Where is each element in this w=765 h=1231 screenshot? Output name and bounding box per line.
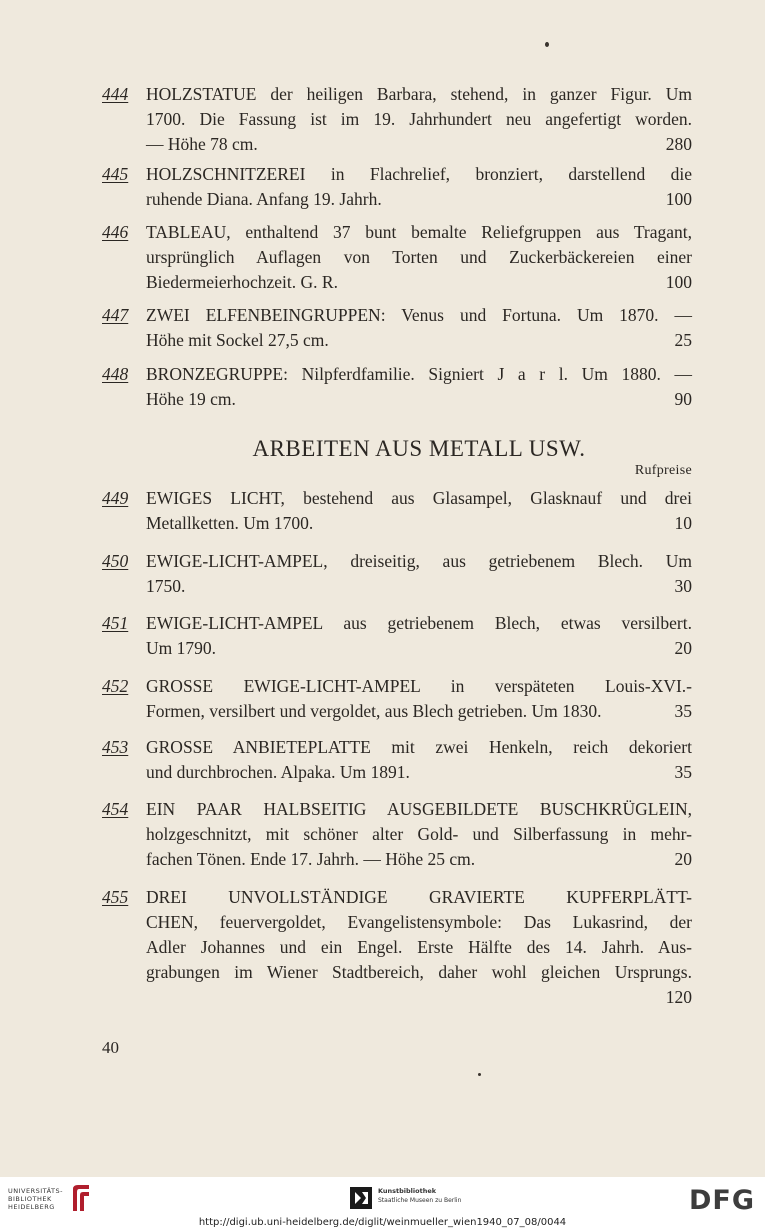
entry-line: Um 1790. <box>146 638 216 658</box>
reserve-price: 100 <box>665 272 692 292</box>
entry-line: GROSSE EWIGE-LICHT-AMPEL in verspäteten Louis-XVI.- <box>146 676 692 696</box>
reserve-price: 25 <box>674 330 692 350</box>
kunstbibliothek-sub: Staatliche Museen zu Berlin <box>378 1197 462 1204</box>
ink-speck <box>478 1073 481 1076</box>
entry-line: ZWEI ELFENBEINGRUPPEN: Venus und Fortuna. Um 1870. — <box>146 305 692 325</box>
lot-number: 445 <box>102 164 129 184</box>
entry-line: ursprünglich Auflagen von Torten und Zuckerbäckereien einer <box>146 247 692 267</box>
entry-line: grabungen im Wiener Stadtbereich, daher wohl gleichen Ursprungs. <box>146 962 692 982</box>
lot-number: 452 <box>102 676 129 696</box>
lot-number: 444 <box>102 84 129 104</box>
university-library-label <box>8 1187 63 1211</box>
reserve-price: 35 <box>674 701 692 721</box>
lot-number: 446 <box>102 222 129 242</box>
entry-line: EWIGE-LICHT-AMPEL, dreiseitig, aus getriebenem Blech. Um <box>146 551 692 571</box>
lot-number: 447 <box>102 305 129 325</box>
lot-number: 453 <box>102 737 129 757</box>
entry-line: DREI UNVOLLSTÄNDIGE GRAVIERTE KUPFERPLÄTT- <box>146 887 692 907</box>
lot-number: 455 <box>102 887 129 907</box>
entry-line: fachen Tönen. Ende 17. Jahrh. — Höhe 25 cm. <box>146 849 476 869</box>
university-line-2: BIBLIOTHEK <box>8 1195 52 1203</box>
footer-bar <box>0 1177 765 1231</box>
entry-line: GROSSE ANBIETEPLATTE mit zwei Henkeln, reich dekoriert <box>146 737 692 757</box>
entry-line: ruhende Diana. Anfang 19. Jahrh. <box>146 189 382 209</box>
kunstbibliothek-logo-icon <box>350 1187 372 1209</box>
ink-speck <box>545 42 549 47</box>
university-line-1: UNIVERSITÄTS- <box>8 1187 63 1195</box>
lot-number: 449 <box>102 488 129 508</box>
entry-line: TABLEAU, enthaltend 37 bunt bemalte Reliefgruppen aus Tragant, <box>146 222 692 242</box>
entry-line: Höhe mit Sockel 27,5 cm. <box>146 330 329 350</box>
entry-line: Formen, versilbert und vergoldet, aus Blech getrieben. Um 1830. <box>146 701 602 721</box>
entry-line: Metallketten. Um 1700. <box>146 513 314 533</box>
dfg-logo: DFG <box>688 1185 755 1216</box>
entry-line: EWIGES LICHT, bestehend aus Glasampel, Glasknauf und drei <box>146 488 692 508</box>
entry-line: CHEN, feuervergoldet, Evangelistensymbole: Das Lukasrind, der <box>146 912 692 932</box>
price-header: Rufpreise <box>634 463 692 478</box>
university-logo-icon <box>70 1183 92 1213</box>
reserve-price: 20 <box>674 638 692 658</box>
university-line-3: HEIDELBERG <box>8 1203 55 1211</box>
entry-line: — Höhe 78 cm. <box>146 134 258 154</box>
lot-number: 454 <box>102 799 129 819</box>
section-title: ARBEITEN AUS METALL USW. <box>252 436 586 461</box>
reserve-price: 35 <box>674 762 692 782</box>
entry-line: HOLZSCHNITZEREI in Flachrelief, bronziert, darstellend die <box>146 164 692 184</box>
lot-number: 448 <box>102 364 129 384</box>
entry-line: holzgeschnitzt, mit schöner alter Gold- und Silberfassung in mehr- <box>146 824 692 844</box>
reserve-price: 280 <box>665 134 692 154</box>
page-number: 40 <box>102 1038 119 1057</box>
entry-line: Biedermeierhochzeit. G. R. <box>146 272 338 292</box>
entry-line: und durchbrochen. Alpaka. Um 1891. <box>146 762 410 782</box>
entry-line: 1700. Die Fassung ist im 19. Jahrhundert neu angefertigt worden. <box>146 109 692 129</box>
entry-line: EWIGE-LICHT-AMPEL aus getriebenem Blech, etwas versilbert. <box>146 613 692 633</box>
entry-line: Höhe 19 cm. <box>146 389 236 409</box>
lot-number: 451 <box>102 613 129 633</box>
reserve-price: 30 <box>674 576 692 596</box>
lot-number: 450 <box>102 551 129 571</box>
reserve-price: 120 <box>665 987 692 1007</box>
kunstbibliothek-label <box>378 1187 461 1205</box>
source-url-link[interactable]: http://digi.ub.uni-heidelberg.de/diglit/weinmueller_wien1940_07_08/0044 <box>198 1217 567 1228</box>
entry-line: Adler Johannes und ein Engel. Erste Hälfte des 14. Jahrh. Aus- <box>146 937 692 957</box>
entry-line: EIN PAAR HALBSEITIG AUSGEBILDETE BUSCHKRÜGLEIN, <box>146 799 692 819</box>
entry-line: HOLZSTATUE der heiligen Barbara, stehend, in ganzer Figur. Um <box>146 84 692 104</box>
kunstbibliothek-name: Kunstbibliothek <box>378 1187 437 1195</box>
reserve-price: 20 <box>674 849 692 869</box>
reserve-price: 90 <box>674 389 692 409</box>
reserve-price: 100 <box>665 189 692 209</box>
entry-line: 1750. <box>146 576 186 596</box>
reserve-price: 10 <box>674 513 692 533</box>
entry-line: BRONZEGRUPPE: Nilpferdfamilie. Signiert J a r l. Um 1880. — <box>146 364 692 384</box>
